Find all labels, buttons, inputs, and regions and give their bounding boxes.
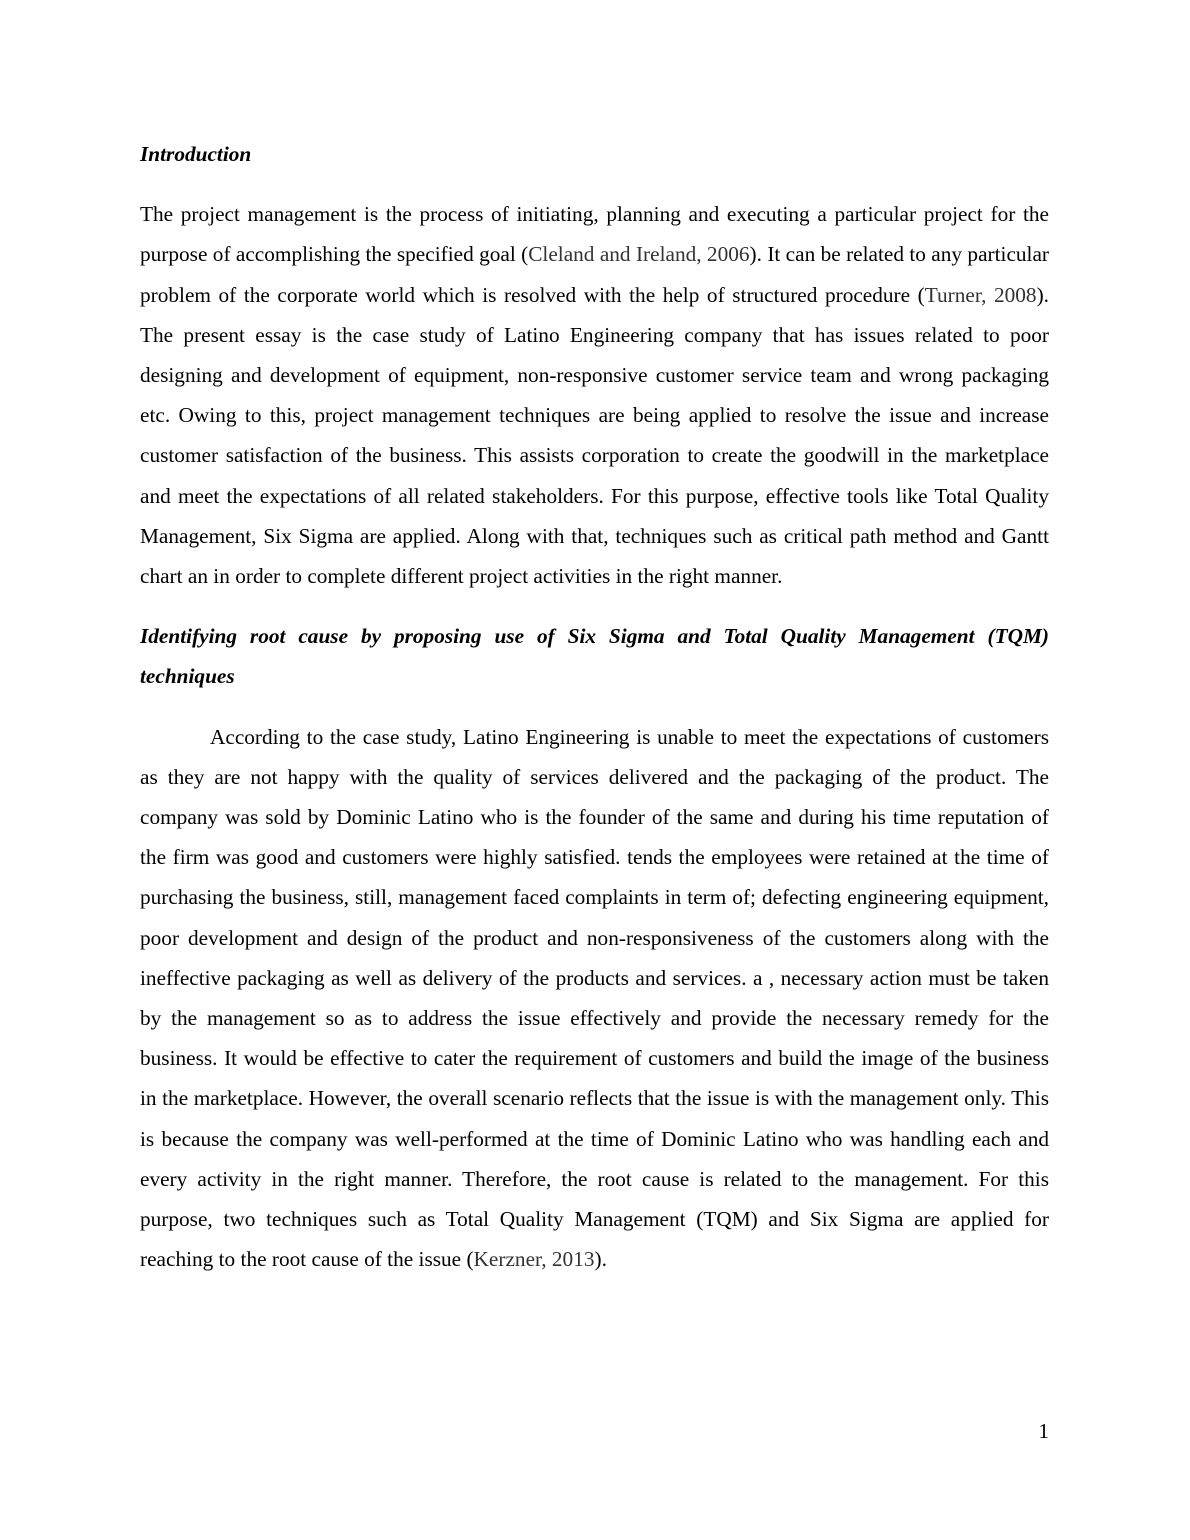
root-cause-heading: Identifying root cause by proposing use of Six Sigma and Total Quality Management (TQM) techniques (140, 624, 1049, 689)
citation-kerzner: Kerzner, 2013 (473, 1247, 595, 1272)
intro-text-2: ). It can be related to any particular problem of the corporate world which is resolved with the help of structured procedure ( (140, 242, 1050, 307)
citation-turner: Turner, 2008 (924, 282, 1037, 307)
page-number: 1 (1038, 1419, 1049, 1443)
intro-text-3: ). The present essay is the case study of Latino Engineering company that has issues related to poor designing and development of equipment, non-responsive customer service team and wrong packaging etc. Owing to this, project management techniques are being applied to resolve the issue and increase customer satisfaction of the business. This assists corporation to create the goodwill in the marketplace and meet the expectations of all related stakeholders. For this purpose, effective tools like Total Quality Management, Six Sigma are applied. Along with that, techniques such as critical path method and Gantt chart an in order to complete different project activities in the right manner. (140, 282, 1049, 589)
introduction-paragraph (140, 194, 1049, 596)
root-cause-paragraph (140, 717, 1049, 1280)
intro-text-1: The project management is the process of initiating, planning and executing a particular project for the purpose of accomplishing the specified goal ( (140, 202, 1049, 267)
page-body (140, 134, 1049, 1279)
citation-cleland-ireland: Cleland and Ireland, 2006 (528, 242, 750, 267)
introduction-heading: Introduction (140, 142, 252, 166)
root-cause-text-2: ). (594, 1247, 607, 1272)
root-cause-text-1: According to the case study, Latino Engineering is unable to meet the expectations of customers as they are not happy with the quality of services delivered and the packaging of the product. The company was sold by Dominic Latino who is the founder of the same and during his time reputation of the firm was good and customers were highly satisfied. tends the employees were retained at the time of purchasing the business, still, management faced complaints in term of; defecting engineering equipment, poor development and design of the product and non-responsiveness of the customers along with the ineffective packaging as well as delivery of the products and services. a , necessary action must be taken by the management so as to address the issue effectively and provide the necessary remedy for the business. It would be effective to cater the requirement of customers and build the image of the business in the marketplace. However, the overall scenario reflects that the issue is with the management only. This is because the company was well-performed at the time of Dominic Latino who was handling each and every activity in the right manner. Therefore, the root cause is related to the management. For this purpose, two techniques such as Total Quality Management (TQM) and Six Sigma are applied for reaching to the root cause of the issue ( (140, 724, 1049, 1272)
